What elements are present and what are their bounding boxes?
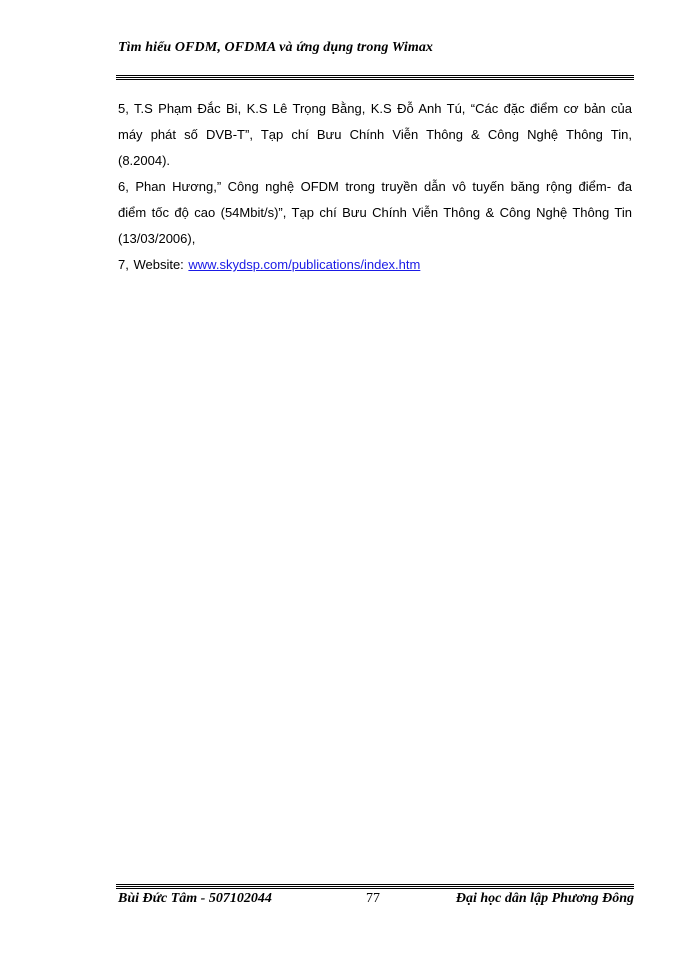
footer-institution: Đại học dân lập Phương Đông — [455, 891, 634, 906]
website-link[interactable]: www.skydsp.com/publications/index.htm — [188, 257, 421, 272]
header-rule-line — [116, 79, 634, 80]
footer-rule-line — [116, 884, 634, 885]
header-rule-line — [116, 77, 634, 78]
running-header-title: Tìm hiểu OFDM, OFDMA và ứng dụng trong Wimax — [118, 40, 434, 55]
page-number: 77 — [366, 891, 380, 906]
footer-rule-line — [116, 888, 634, 889]
header-rule-line — [116, 75, 634, 76]
footer-author: Bùi Đức Tâm - 507102044 — [118, 891, 272, 906]
references-list — [118, 96, 632, 278]
reference-item-5: 5, T.S Phạm Đắc Bi, K.S Lê Trọng Bằng, K.S Đỗ Anh Tú, “Các đặc điểm cơ bản của máy phát số DVB-T”, Tạp chí Bưu Chính Viễn Thông & Công Nghệ Thông Tin, (8.2004). — [118, 101, 632, 168]
footer-rule-line — [116, 886, 634, 887]
page-footer — [118, 891, 634, 911]
reference-prefix: 7, Website: — [118, 257, 189, 272]
reference-item-6: 6, Phan Hương,” Công nghệ OFDM trong truyền dẫn vô tuyến băng rộng điểm- đa điểm tốc độ cao (54Mbit/s)”, Tạp chí Bưu Chính Viễn Thông & Công Nghệ Thông Tin (13/03/2006), — [118, 179, 632, 246]
reference-item-7 — [118, 252, 632, 278]
